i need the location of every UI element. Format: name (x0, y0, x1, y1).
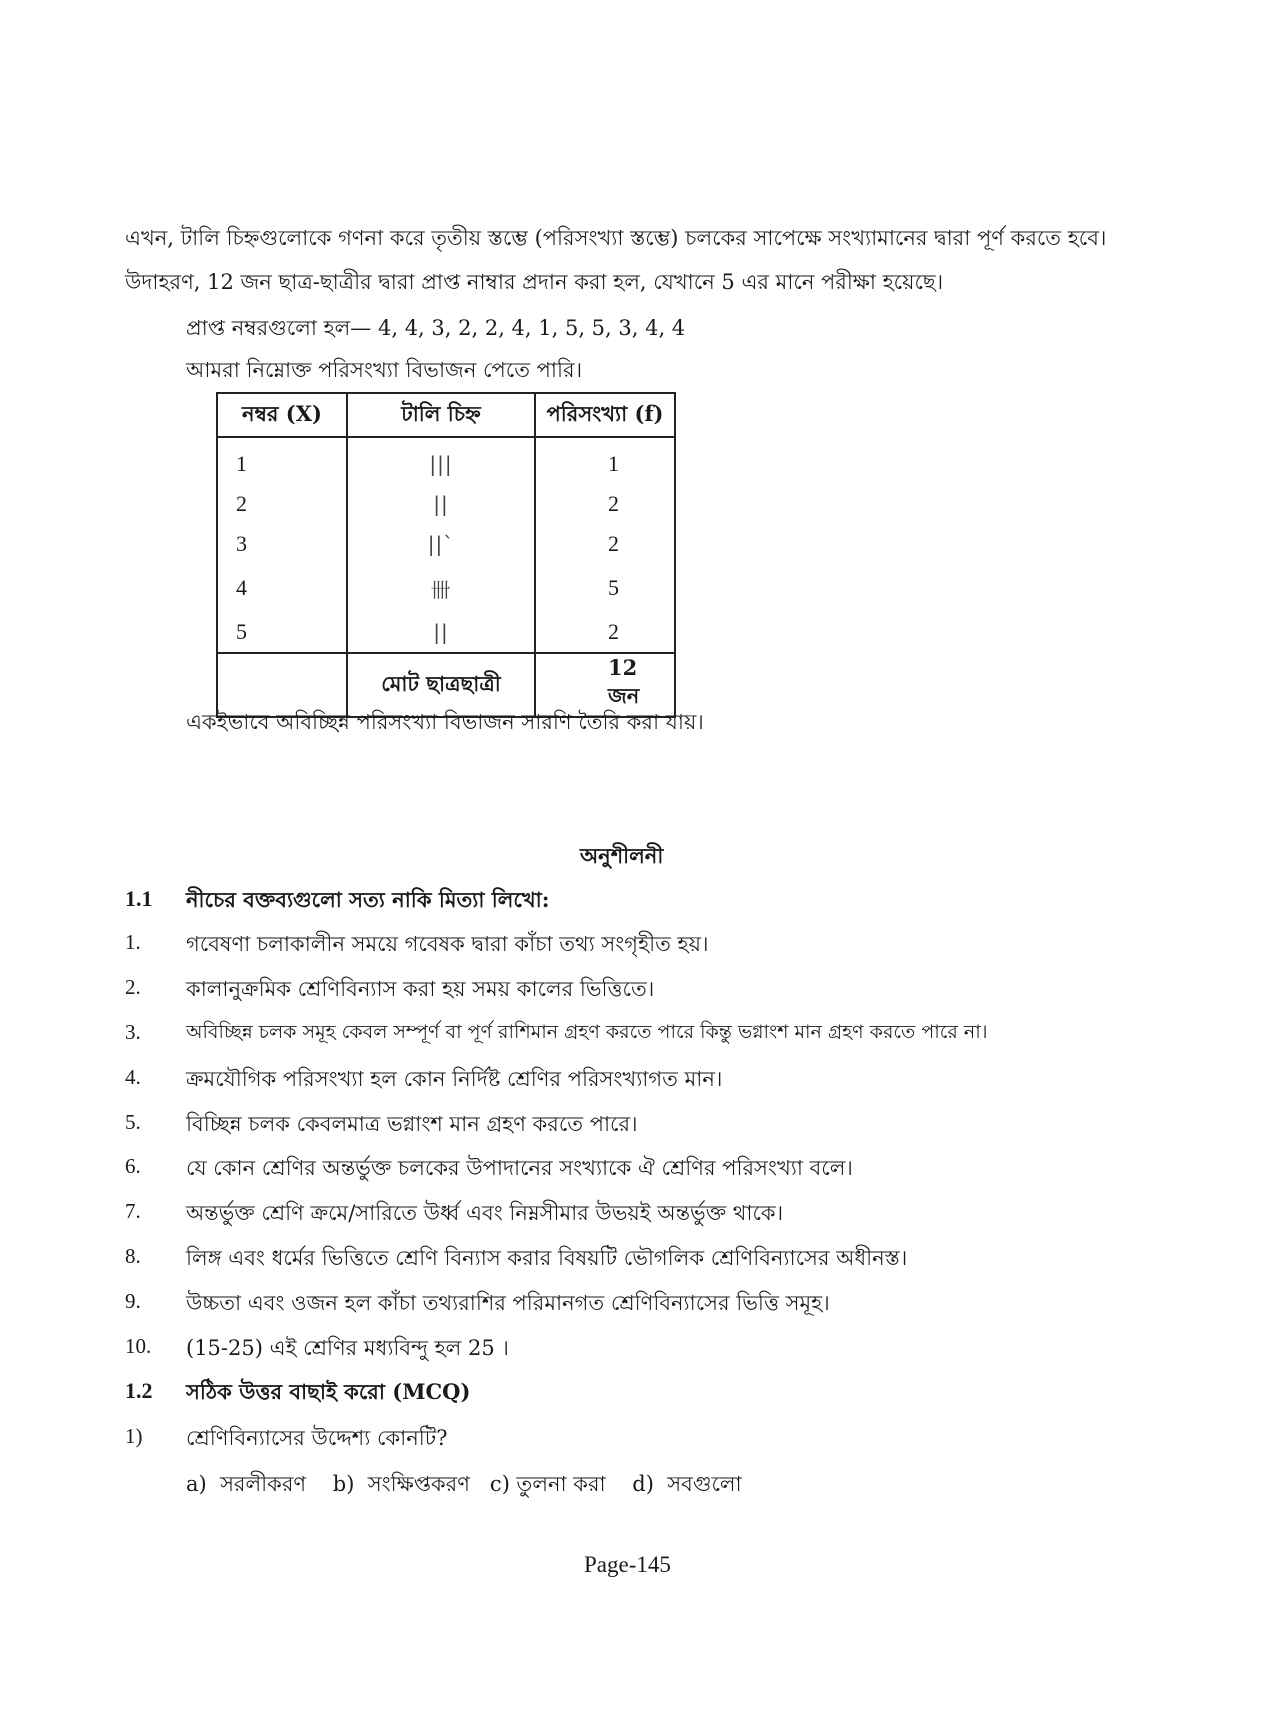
frequency-cell: 1 (535, 437, 675, 484)
list-item: যে কোন শ্রেণির অন্তর্ভুক্ত চলকের উপাদানের সংখ্যাকে ঐ শ্রেণির পরিসংখ্যা বলে। (186, 1156, 853, 1180)
list-item: (15-25) এই শ্রেণির মধ্যবিন্দু হল 25 । (186, 1336, 509, 1360)
frequency-cell: 5 (535, 564, 675, 612)
tally-cell: ||` (347, 524, 535, 564)
list-item: অবিচ্ছিন্ন চলক সমূহ কেবল সম্পূর্ণ বা পূর্ণ রাশিমান গ্রহণ করতে পারে কিন্তু ভগ্নাংশ মান গ্রহণ করতে পারে না। (186, 1021, 988, 1043)
tally-cell: ||| (347, 437, 535, 484)
column-header: নম্বর (X) (217, 393, 347, 437)
table-row (217, 437, 675, 484)
table-row (217, 564, 675, 612)
marks-cell: 2 (217, 484, 347, 524)
item-number: 9. (125, 1289, 141, 1313)
table-row (217, 612, 675, 653)
marks-list: প্রাপ্ত নম্বরগুলো হল— 4, 4, 3, 2, 2, 4, 1, 5, 5, 3, 4, 4 (186, 316, 686, 340)
question-options: a) সরলীকরণ b) সংক্ষিপ্তকরণ c) তুলনা করা d) সবগুলো (186, 1472, 742, 1496)
list-item: উচ্চতা এবং ওজন হল কাঁচা তথ্যরাশির পরিমানগত শ্রেণিবিন্যাসের ভিত্তি সমূহ। (186, 1291, 830, 1315)
frequency-cell: 2 (535, 484, 675, 524)
frequency-cell: 2 (535, 524, 675, 564)
item-number: 2. (125, 975, 141, 999)
total-value: 12 জন (535, 653, 675, 717)
item-number: 6. (125, 1154, 141, 1178)
marks-cell: 1 (217, 437, 347, 484)
column-header: টালি চিহ্ন (347, 393, 535, 437)
question-text: শ্রেণিবিন্যাসের উদ্দেশ্য কোনটি? (186, 1426, 448, 1450)
intro-line-1: এখন, টালি চিহ্নগুলোকে গণনা করে তৃতীয় স্তম্ভে (পরিসংখ্যা স্তম্ভে) চলকের সাপেক্ষে সংখ্যামানের দ্বারা পূর্ণ করতে হবে। (125, 226, 1107, 250)
item-number: 8. (125, 1244, 141, 1268)
list-item: অন্তর্ভুক্ত শ্রেণি ক্রমে/সারিতে উর্ধ্ব এবং নিম্নসীমার উভয়ই অন্তর্ভুক্ত থাকে। (186, 1201, 784, 1225)
section-title: সঠিক উত্তর বাছাই করো (MCQ) (186, 1379, 471, 1404)
list-item: লিঙ্গ এবং ধর্মের ভিত্তিতে শ্রেণি বিন্যাস করার বিষয়টি ভৌগলিক শ্রেণিবিন্যাসের অধীনস্ত। (186, 1246, 908, 1270)
table-row (217, 524, 675, 564)
item-number: 10. (125, 1334, 152, 1358)
question-number: 1) (125, 1424, 143, 1448)
tally-cell: 卌 (347, 564, 535, 612)
table-row (217, 484, 675, 524)
section-title: নীচের বক্তব্যগুলো সত্য নাকি মিত্যা লিখো: (186, 887, 550, 912)
frequency-table (216, 392, 676, 718)
item-number: 5. (125, 1110, 141, 1134)
item-number: 3. (125, 1020, 141, 1044)
item-number: 4. (125, 1065, 141, 1089)
total-label: মোট ছাত্রছাত্রী (347, 653, 535, 717)
tally-cell: || (347, 612, 535, 653)
list-item: কালানুক্রমিক শ্রেণিবিন্যাস করা হয় সময় কালের ভিত্তিতে। (186, 977, 655, 1001)
table-header-row (217, 393, 675, 437)
after-table-note: একইভাবে অবিচ্ছিন্ন পরিসংখ্যা বিভাজন সারণি তৈরি করা যায়। (186, 710, 704, 734)
section-number: 1.1 (125, 886, 153, 911)
list-item: গবেষণা চলাকালীন সময়ে গবেষক দ্বারা কাঁচা তথ্য সংগৃহীত হয়। (186, 932, 709, 956)
marks-cell: 4 (217, 564, 347, 612)
marks-cell: 5 (217, 612, 347, 653)
intro-line-2: উদাহরণ, 12 জন ছাত্র-ছাত্রীর দ্বারা প্রাপ্ত নাম্বার প্রদান করা হল, যেখানে 5 এর মানে পরীক্ষা হয়েছে। (125, 270, 944, 294)
frequency-cell: 2 (535, 612, 675, 653)
page-number: Page-145 (584, 1552, 671, 1577)
section-number: 1.2 (125, 1378, 153, 1403)
exercise-title: অনুশীলনী (580, 843, 664, 868)
item-number: 1. (125, 930, 141, 954)
item-number: 7. (125, 1199, 141, 1223)
tally-cell: || (347, 484, 535, 524)
marks-cell: 3 (217, 524, 347, 564)
intro-line-4: আমরা নিম্নোক্ত পরিসংখ্যা বিভাজন পেতে পারি। (186, 358, 583, 382)
list-item: ক্রমযৌগিক পরিসংখ্যা হল কোন নির্দিষ্ট শ্রেণির পরিসংখ্যাগত মান। (186, 1067, 723, 1091)
list-item: বিচ্ছিন্ন চলক কেবলমাত্র ভগ্নাংশ মান গ্রহণ করতে পারে। (186, 1112, 638, 1136)
column-header: পরিসংখ্যা (f) (535, 393, 675, 437)
